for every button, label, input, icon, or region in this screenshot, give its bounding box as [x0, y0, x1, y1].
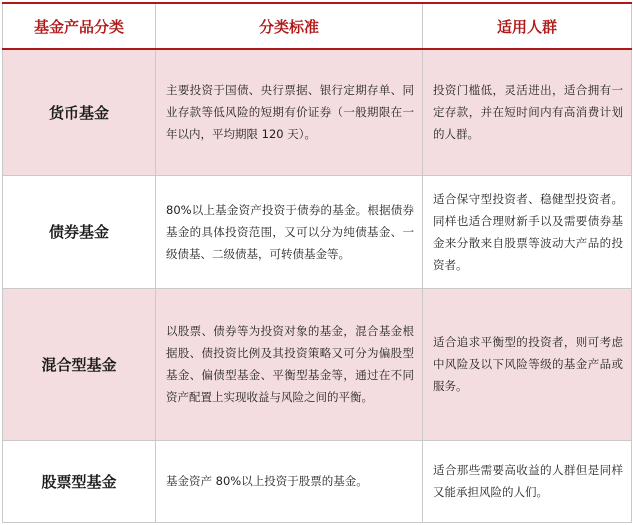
row-audience: 适合保守型投资者、稳健型投资者。同样也适合理财新手以及需要债券基金来分散来自股票等波动大产品的投资者。: [423, 175, 632, 288]
table-row: [3, 288, 632, 440]
row-category: 混合型基金: [3, 288, 156, 440]
header-audience: 适用人群: [423, 3, 632, 49]
row-standard: 以股票、债券等为投资对象的基金，混合基金根据股、债投资比例及其投资策略又可分为偏股型基金、偏债型基金、平衡型基金等，通过在不同资产配置上实现收益与风险之间的平衡。: [156, 288, 423, 440]
row-category: 股票型基金: [3, 440, 156, 522]
row-category: 货币基金: [3, 49, 156, 175]
table-row: [3, 49, 632, 175]
table-row: [3, 175, 632, 288]
table-row: [3, 440, 632, 522]
fund-classification-table: [2, 2, 632, 523]
row-audience: 适合那些需要高收益的人群但是同样又能承担风险的人们。: [423, 440, 632, 522]
row-standard: 基金资产 80%以上投资于股票的基金。: [156, 440, 423, 522]
row-audience: 适合追求平衡型的投资者，则可考虑中风险及以下风险等级的基金产品或服务。: [423, 288, 632, 440]
header-standard: 分类标准: [156, 3, 423, 49]
table-header-row: [3, 3, 632, 49]
row-audience: 投资门槛低，灵活进出，适合拥有一定存款，并在短时间内有高消费计划的人群。: [423, 49, 632, 175]
header-category: 基金产品分类: [3, 3, 156, 49]
row-standard: 80%以上基金资产投资于债券的基金。根据债券基金的具体投资范围，又可以分为纯债基金、一级债基、二级债基，可转债基金等。: [156, 175, 423, 288]
row-category: 债券基金: [3, 175, 156, 288]
row-standard: 主要投资于国债、央行票据、银行定期存单、同业存款等低风险的短期有价证券（一般期限在一年以内，平均期限 120 天）。: [156, 49, 423, 175]
